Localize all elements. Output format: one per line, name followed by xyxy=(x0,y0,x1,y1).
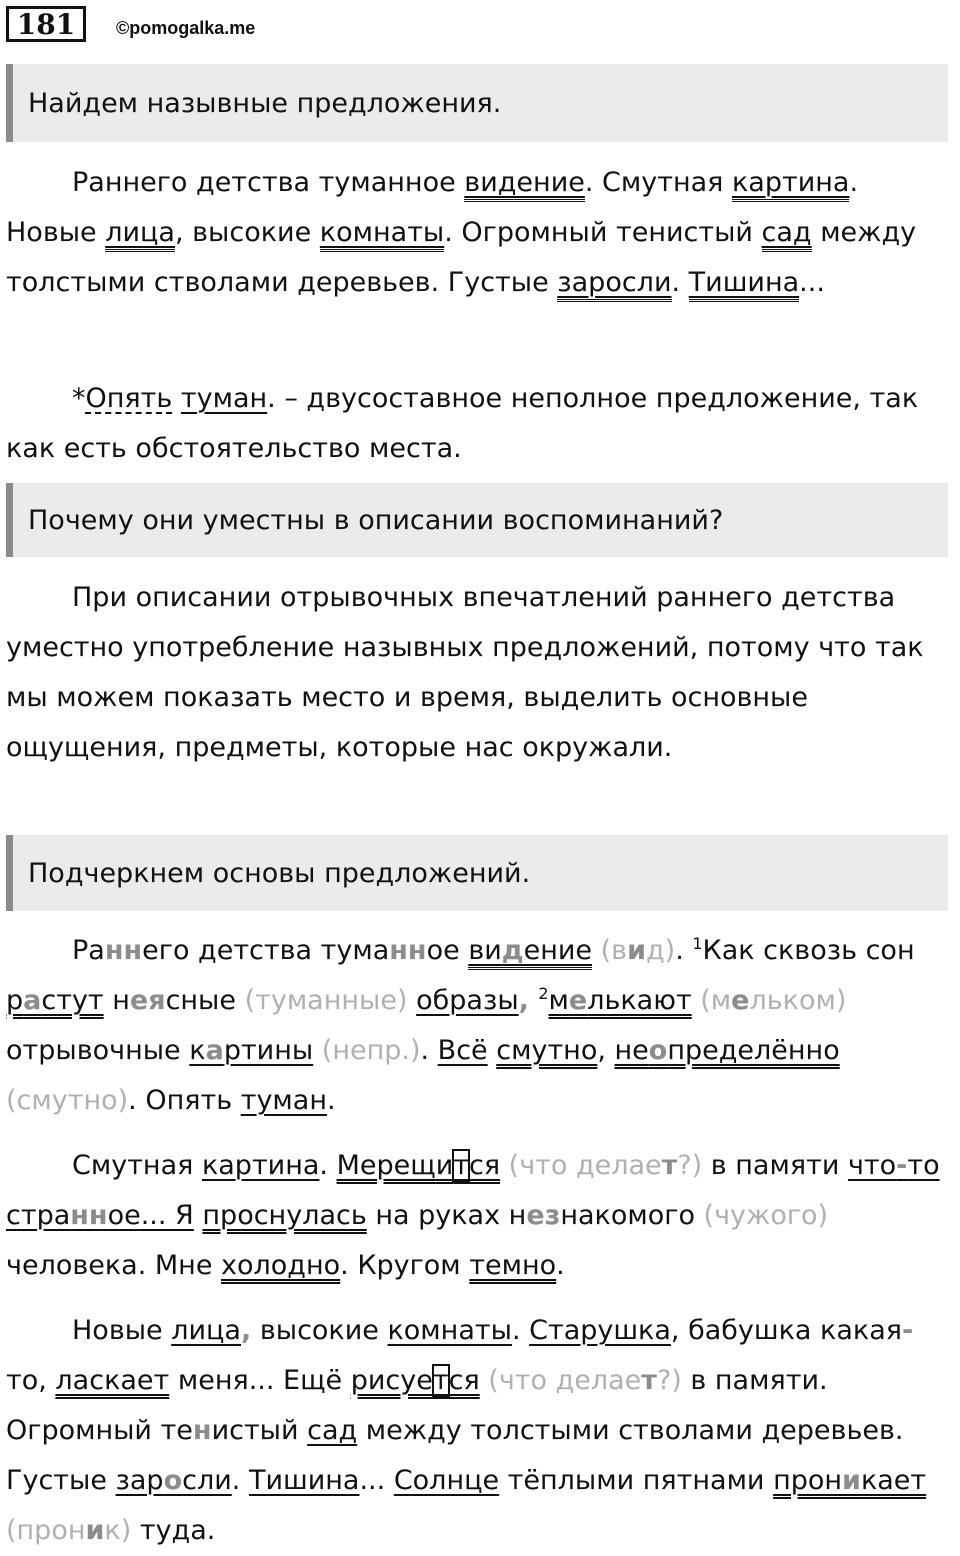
subject-word: сад xyxy=(307,1415,358,1446)
header xyxy=(6,6,255,42)
predicate-word: Мерещится xyxy=(336,1150,501,1181)
paragraph-analysis-2: Смутная картина. Мерещится (что делает?) в памяти что-то странное... Я проснулась на руках незнакомого (чужого) человека. Мне холодно. Кругом темно. xyxy=(6,1150,940,1281)
subject-word: комнаты xyxy=(320,217,444,252)
predicate-word: мелькают xyxy=(548,985,692,1016)
predicate-word: ласкает xyxy=(55,1365,170,1396)
subject-word: заросли xyxy=(557,267,671,302)
subject-word: картина xyxy=(201,1150,320,1181)
subject-word: туман xyxy=(240,1085,327,1116)
subject-word: картина xyxy=(732,167,849,202)
paragraph-nominative-sentences: Раннего детства туманное видение. Смутная картина. Новые лица, высокие комнаты. Огромный тенистый сад между толстыми стволами деревьев. Густые заросли. Тишина... xyxy=(6,158,951,308)
section-title-1: Найдем назывные предложения. xyxy=(6,64,948,142)
subject-word: Старушка xyxy=(529,1315,671,1346)
predicate-word: проснулась xyxy=(202,1200,367,1231)
subject-word: туман xyxy=(180,383,268,414)
predicate-word: смутно xyxy=(496,1035,598,1066)
site-watermark: ©pomogalka.me xyxy=(116,17,256,38)
subject-word: видение xyxy=(468,935,592,970)
section-title-3: Подчеркнем основы предложений. xyxy=(6,835,948,911)
paragraph-analysis-3: Новые лица, высокие комнаты. Старушка, бабушка какая-то, ласкает меня... Ещё рисуется (что делает?) в памяти. Огромный тенистый сад между толстыми стволами деревьев. Густые заросли. Тишина... Солнце тёплыми пятнами проникает (проник) туда. xyxy=(6,1315,927,1546)
subject-word: Я xyxy=(175,1200,194,1231)
predicate-word: темно xyxy=(469,1250,557,1281)
subject-word: заросли xyxy=(115,1465,232,1496)
subject-word: Тишина xyxy=(689,267,800,302)
section-title-2: Почему они уместны в описании воспоминаний? xyxy=(6,483,948,557)
paragraph-analysis-1: Раннего детства туманное видение (вид). $^1$Как сквозь сон растут неясные (туманные) образы, $^2$мелькают (мельком) отрывочные картины (непр.). Всё смутно, неопределённо (смутно). Опять туман. xyxy=(6,934,915,1116)
subject-word: что-то xyxy=(847,1150,940,1181)
subject-word: Всё xyxy=(437,1035,488,1066)
predicate-word: холодно xyxy=(221,1250,341,1281)
subject-word: лица xyxy=(171,1315,241,1346)
paragraph-two-part-note: *Опять туман. – двусоставное неполное предложение, так как есть обстоятельство места. xyxy=(6,383,919,464)
adverbial-word: Опять xyxy=(85,383,173,414)
subject-word: картины xyxy=(189,1035,314,1066)
subject-word: образы xyxy=(416,985,519,1016)
subject-word: Солнце xyxy=(393,1465,500,1496)
subject-word: странное... xyxy=(6,1200,176,1231)
subject-word: сад xyxy=(762,217,812,252)
predicate-word: рисуется xyxy=(350,1365,480,1396)
predicate-word: неопределённо xyxy=(614,1035,840,1066)
predicate-word: проникает xyxy=(773,1465,927,1496)
paragraph-explanation: При описании отрывочных впечатлений раннего детства уместно употребление назывных предложений, потому что так мы можем показать место и время, выделить основные ощущения, предметы, которые нас окружали. xyxy=(6,582,924,763)
subject-word: комнаты xyxy=(387,1315,512,1346)
exercise-number: 181 xyxy=(6,6,86,42)
subject-word: видение xyxy=(464,167,585,202)
predicate-word: растут xyxy=(6,985,104,1016)
subject-word: Тишина xyxy=(248,1465,360,1496)
subject-word: лица xyxy=(105,217,175,252)
